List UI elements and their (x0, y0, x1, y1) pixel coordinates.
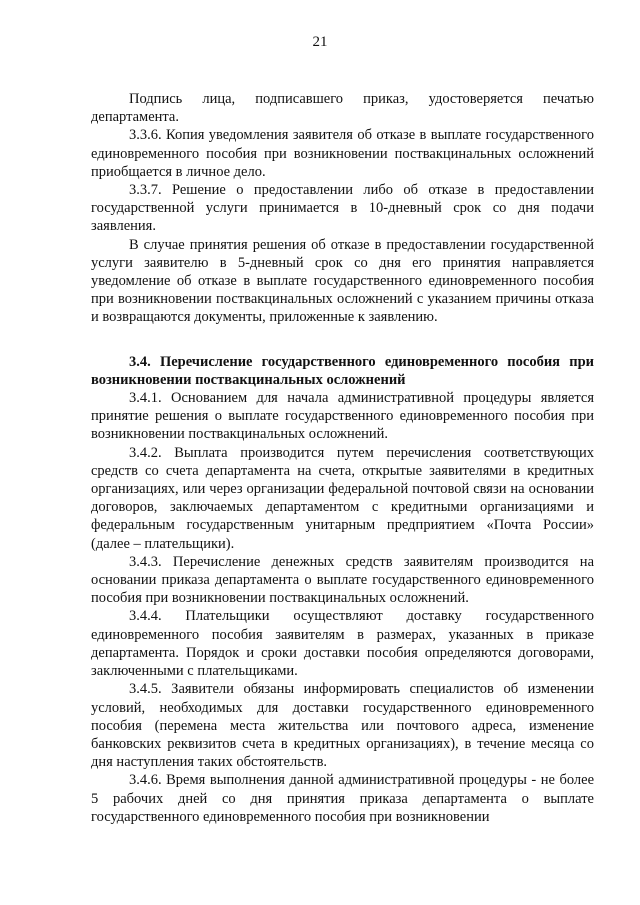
document-body (91, 90, 594, 826)
paragraph-3-4-5: 3.4.5. Заявители обязаны информировать специалистов об изменении условий, необходимых для доставки государственного единовременного пособия (перемена места жительства или почтового адреса, изменение банковских реквизитов счета в кредитных организациях), в течение месяца со дня наступления таких обстоятельств. (91, 681, 594, 771)
paragraph-signature: Подпись лица, подписавшего приказ, удостоверяется печатью департамента. (91, 91, 594, 126)
paragraph-3-4-4: 3.4.4. Плательщики осуществляют доставку государственного единовременного пособия заявителям в размерах, указанных в приказе департамента. Порядок и сроки доставки пособия определяются договорами, заключенными с плательщиками. (91, 608, 594, 680)
paragraph-3-4-1: 3.4.1. Основанием для начала административной процедуры является принятие решения о выплате государственного единовременного пособия при возникновении поствакцинальных осложнений. (91, 390, 594, 443)
page-number: 21 (312, 34, 328, 50)
paragraph-refusal-notice: В случае принятия решения об отказе в предоставлении государственной услуги заявителю в 5-дневный срок со дня его принятия направляется уведомление об отказе в выплате государственного единовременного пособия при возникновении поствакцинальных осложнений с указанием причины отказа и возвращаются документы, приложенные к заявлению. (91, 236, 594, 326)
paragraph-3-4-2: 3.4.2. Выплата производится путем перечисления соответствующих средств со счета департамента на счета, открытые заявителями в кредитных организациях, или через организации федеральной почтовой связи на основании договоров, заключаемых департаментом с кредитными организациями и федеральным государственным унитарным предприятием «Почта России» (далее – плательщики). (91, 444, 594, 552)
paragraph-3-3-6: 3.3.6. Копия уведомления заявителя об отказе в выплате государственного единовременного пособия при возникновении поствакцинальных осложнений приобщается в личное дело. (91, 127, 594, 180)
paragraph-3-4-3: 3.4.3. Перечисление денежных средств заявителям производится на основании приказа департамента о выплате государственного единовременного пособия при возникновении поствакцинальных осложнений. (91, 553, 594, 607)
paragraph-3-4-6: 3.4.6. Время выполнения данной административной процедуры - не более 5 рабочих дней со дня принятия приказа департамента о выплате государственного единовременного пособия при возникновении (91, 772, 594, 825)
section-heading-3-4: 3.4. Перечисление государственного единовременного пособия при возникновении поствакцинальных осложнений (91, 353, 594, 388)
paragraph-3-3-7: 3.3.7. Решение о предоставлении либо об отказе в предоставлении государственной услуги принимается в 10-дневный срок со дня подачи заявления. (91, 182, 594, 235)
